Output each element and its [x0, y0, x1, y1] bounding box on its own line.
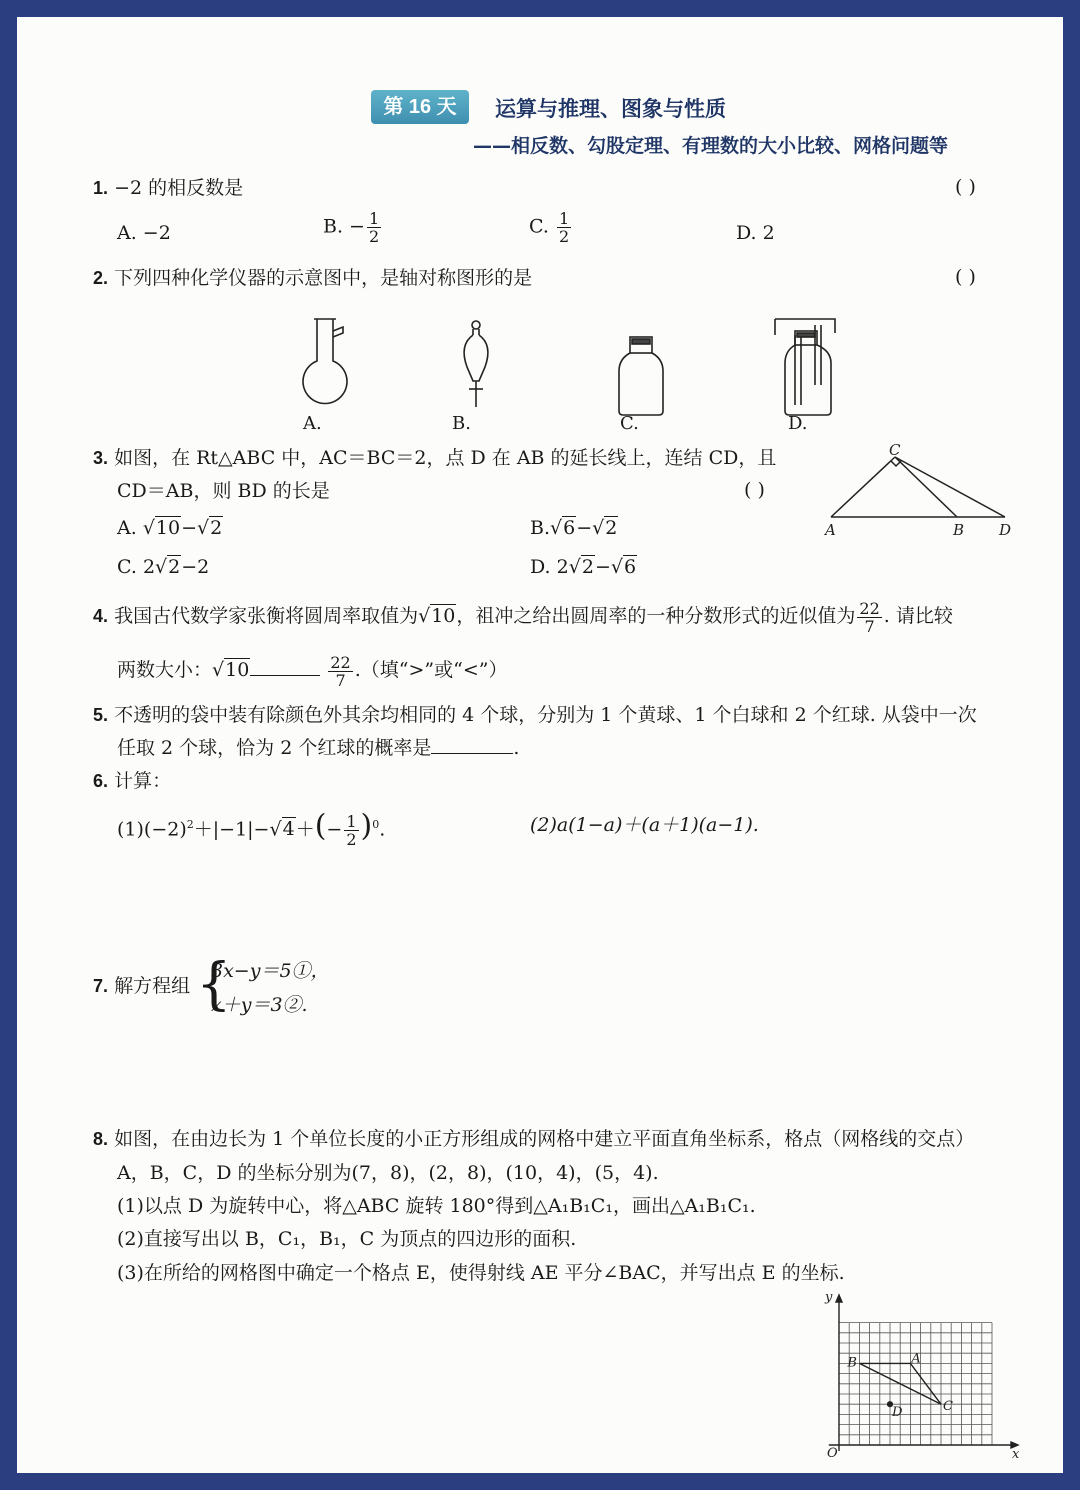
coordinate-grid — [805, 1289, 1020, 1462]
question-number: 2. — [93, 268, 109, 288]
answer-paren: ( ) — [955, 266, 976, 288]
question-number: 4. — [93, 606, 109, 626]
question-6-part2: (2)a(1−a)＋(a＋1)(a−1). — [530, 814, 759, 836]
question-number: 5. — [93, 705, 109, 725]
question-number: 1. — [93, 178, 109, 198]
equation-2: x＋y＝3②. — [211, 994, 308, 1016]
question-3-line2: CD＝AB，则 BD 的长是 — [117, 480, 330, 502]
question-stem: 解方程组 — [114, 975, 191, 997]
question-5-line2: 任取 2 个球，恰为 2 个红球的概率是 . — [117, 737, 520, 759]
point-d-label: D — [999, 521, 1012, 539]
option-c-label: C. — [620, 413, 639, 434]
origin-label: O — [827, 1446, 838, 1461]
question-stem: 下列四种化学仪器的示意图中，是轴对称图形的是 — [114, 267, 533, 289]
option-b: B. − $\frac{1}{2}$ — [323, 209, 380, 246]
point-a-label: A — [911, 1351, 921, 1367]
question-number: 8. — [93, 1129, 109, 1149]
reagent-bottle-icon — [619, 337, 663, 415]
question-3 — [93, 446, 776, 470]
option-c: C. 2√2−2 — [117, 556, 210, 578]
question-8 — [93, 1127, 974, 1151]
point-c-label: C — [889, 441, 901, 459]
point-c-label: C — [943, 1399, 953, 1415]
point-a-label: A — [825, 521, 836, 539]
question-7 — [93, 974, 190, 998]
question-8-part3: (3)在所给的网格图中确定一个格点 E，使得射线 AE 平分∠BAC，并写出点 E 的坐标. — [117, 1262, 845, 1284]
answer-blank[interactable] — [250, 675, 320, 676]
question-stem: 如图，在 Rt△ABC 中，AC＝BC＝2，点 D 在 AB 的延长线上，连结 CD，且 — [114, 447, 777, 469]
option-d: D. 2√2−√6 — [530, 556, 637, 578]
question-stem: −2 的相反数是 — [114, 177, 244, 199]
answer-paren: ( ) — [744, 479, 765, 501]
question-stem: 如图，在由边长为 1 个单位长度的小正方形组成的网格中建立平面直角坐标系，格点（网格线的交点） — [114, 1128, 975, 1150]
question-8-line2: A，B，C，D 的坐标分别为(7，8)，(2，8)，(10，4)，(5，4). — [117, 1162, 659, 1184]
option-a: A. −2 — [117, 222, 171, 244]
question-stem: 不透明的袋中装有除颜色外其余均相同的 4 个球，分别为 1 个黄球、1 个白球和 2 个红球. 从袋中一次 — [114, 704, 977, 726]
question-1 — [93, 176, 243, 200]
y-axis-label: y — [825, 1290, 833, 1305]
page-subtitle: ——相反数、勾股定理、有理数的大小比较、网格问题等 — [473, 135, 949, 157]
question-number: 3. — [93, 448, 109, 468]
option-b-label: B. — [452, 413, 471, 434]
separatory-funnel-icon — [464, 321, 488, 407]
question-6 — [93, 769, 171, 793]
day-badge: 第 16 天 — [371, 90, 469, 124]
answer-paren: ( ) — [955, 176, 976, 198]
answer-blank[interactable] — [431, 753, 513, 754]
question-8-part1: (1)以点 D 为旋转中心，将△ABC 旋转 180°得到△A₁B₁C₁，画出△A₁B₁C₁. — [117, 1195, 756, 1217]
y-axis-arrow — [836, 1295, 842, 1302]
equation-1: 3x−y＝5①， — [211, 960, 330, 982]
option-a-label: A. — [303, 413, 322, 434]
option-d-label: D. — [788, 413, 808, 434]
lab-instruments-figure — [267, 295, 837, 435]
page-title: 运算与推理、图象与性质 — [495, 97, 726, 121]
question-number: 7. — [93, 976, 109, 996]
question-number: 6. — [93, 771, 109, 791]
point-d-label: D — [892, 1405, 903, 1421]
option-a: A. √10−√2 — [117, 517, 223, 539]
brace: { — [196, 952, 232, 1017]
question-4-line2: 两数大小：√10 $\frac{22}{7}$ .（填“>”或“<”） — [117, 652, 508, 690]
option-b: B.√6−√2 — [530, 517, 618, 539]
page — [17, 17, 1063, 1473]
point-b-label: B — [953, 521, 965, 539]
question-8-part2: (2)直接写出以 B，C₁，B₁，C 为顶点的四边形的面积. — [117, 1228, 577, 1250]
triangle-figure — [817, 443, 1027, 539]
question-stem: 计算： — [114, 770, 172, 792]
round-flask-icon — [303, 319, 347, 403]
point-b-label: B — [847, 1355, 857, 1371]
option-c: C. $\frac{1}{2}$ — [529, 209, 570, 246]
question-6-part1: $(1)(-2)^2+|-1|-√4+(-$ $\frac{1}{2}$ )$^0$. — [117, 808, 386, 849]
x-axis-label: x — [1012, 1447, 1020, 1462]
question-5 — [93, 703, 977, 727]
option-d: D. 2 — [736, 222, 775, 244]
gas-washing-bottle-icon — [775, 319, 835, 415]
question-2 — [93, 266, 532, 290]
question-4: 4. 我国古代数学家张衡将圆周率取值为√10，祖冲之给出圆周率的一种分数形式的近似值为 $\frac{22}{7}$ . 请比较 — [93, 598, 953, 636]
